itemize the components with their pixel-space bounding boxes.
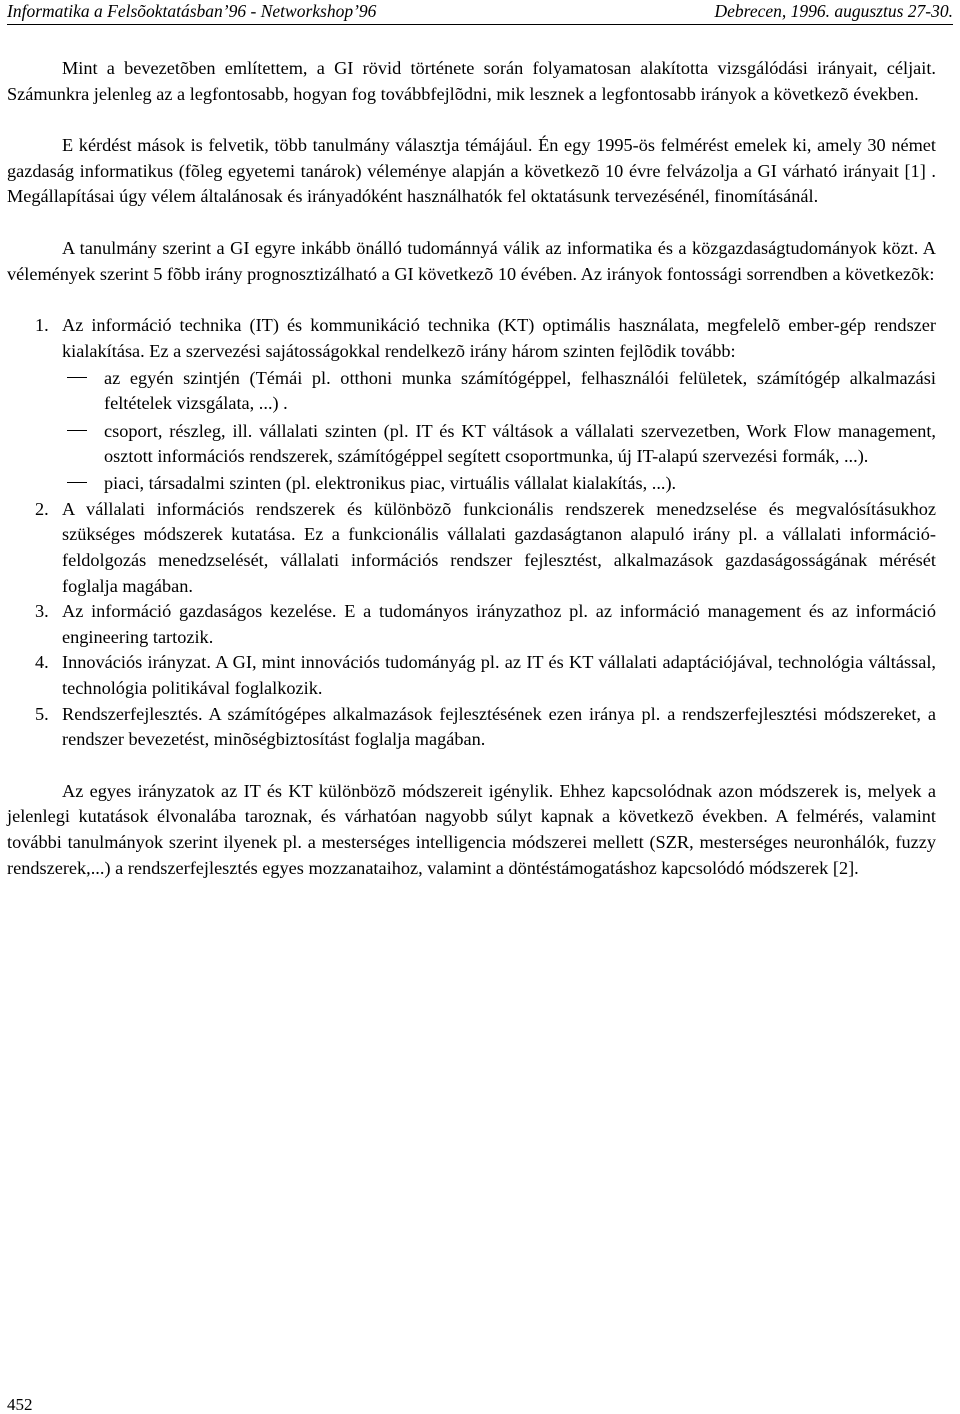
- header-conference-title: Informatika a Felsõoktatásban’96 - Networkshop’96: [7, 1, 377, 21]
- list-item-number: 4.: [35, 652, 49, 673]
- sub-list-item-text: csoport, részleg, ill. vállalati szinten (pl. IT és KT váltások a vállalati szervezetben, Work Flow management, osztott információs rendszerek, számítógéppel segített csoportmunka, új IT-alapú szervezési formák, ...).: [104, 420, 936, 467]
- list-item: [7, 497, 936, 599]
- list-item-text: Innovációs irányzat. A GI, mint innovációs tudományág pl. az IT és KT vállalati adaptációjával, technológia váltással, technológia politikával foglalkozik.: [62, 652, 936, 698]
- dash-bullet-icon: [67, 430, 87, 431]
- page-number: 452: [7, 1395, 33, 1414]
- sub-list-item: [62, 471, 936, 497]
- list-item-number: 3.: [35, 601, 49, 622]
- list-item: [7, 650, 936, 701]
- paragraph-survey: E kérdést mások is felvetik, több tanulmány választja témájául. Én egy 1995-ös felmérést emelek ki, amely 30 német gazdaság informatikus (fõleg egyetemi tanárok) véleménye alapján a következõ 10 évre felvázolja a GI várható irányait [1] . Megállapításai úgy vélem általánosak és irányadóként használhatók fel oktatásunk tervezésénél, finomításánál.: [7, 135, 936, 207]
- paragraph-directions: A tanulmány szerint a GI egyre inkább önálló tudománnyá válik az informatika és a közgazdaságtudományok közt. A vélemények szerint 5 fõbb irány prognosztizálható a GI következõ 10 évében. Az irányok fontossági sorrendben a következõk:: [7, 237, 936, 284]
- sub-list-item-text: az egyén szintjén (Témái pl. otthoni munka számítógéppel, felhasználói felületek, számítógép alkalmazási feltételek vizsgálata, ...) .: [104, 367, 936, 414]
- list-item-text: Az információ gazdaságos kezelése. E a tudományos irányzathoz pl. az információ management és az információ engineering tartozik.: [62, 601, 936, 647]
- dash-bullet-icon: [67, 482, 87, 483]
- list-item: [7, 599, 936, 650]
- header-place-date: Debrecen, 1996. augusztus 27-30.: [714, 1, 953, 21]
- paragraph-intro: Mint a bevezetõben említettem, a GI rövid története során folyamatosan alakította vizsgálódási irányait, céljait. Számunkra jelenleg az a legfontosabb, hogyan fog továbbfejlõdni, mik lesznek a legfontosabb irányok a következõ években.: [7, 58, 936, 104]
- list-item: [7, 702, 936, 753]
- dash-bullet-icon: [67, 377, 87, 378]
- list-item-number: 5.: [35, 703, 49, 724]
- list-item-text: A vállalati információs rendszerek és különbözõ funkcionális rendszerek menedzselése és megvalósításukhoz szükséges módszerek kutatása. Ez a funkcionális vállalati gazdaságtanon alapuló irány pl. a vállalati információ-feldolgozás menedzselését, vállalati információs rendszer fejlesztést, alkalmazások gazdaságosságának mérését foglalja magában.: [62, 498, 936, 596]
- paragraph-methods: Az egyes irányzatok az IT és KT különbözõ módszereit igénylik. Ehhez kapcsolódnak azon módszerek is, melyek a jelenlegi kutatások élvonalába taroznak, és várhatóan nagyobb súlyt kapnak a következõ években. A felmérés, valamint további tanulmányok szerint ilyenek pl. a mesterséges intelligencia módszerei mellett (SZR, mesterséges neuronhálók, fuzzy rendszerek,...) a rendszerfejlesztés egyes mozzanataihoz, valamint a döntéstámogatáshoz kapcsolódó módszerek [2].: [7, 780, 936, 878]
- sub-list: [62, 366, 936, 497]
- list-item-number: 2.: [35, 498, 49, 519]
- sub-list-item: [62, 419, 936, 470]
- document-body: [7, 56, 936, 881]
- sub-list-item-text: piaci, társadalmi szinten (pl. elektronikus piac, virtuális vállalat kialakítás, ...).: [104, 473, 677, 494]
- list-item: [7, 313, 936, 497]
- list-item-text: Rendszerfejlesztés. A számítógépes alkalmazások fejlesztésének ezen iránya pl. a rendszerfejlesztési módszereket, a rendszer bevezetést, minõségbiztosítást foglalja magában.: [62, 703, 936, 750]
- sub-list-item: [62, 366, 936, 417]
- list-item-text: Az információ technika (IT) és kommunikáció technika (KT) optimális használata, megfelelõ ember-gép rendszer kialakítása. Ez a szervezési sajátosságokkal rendelkezõ irány három szinten fejlõdik tovább:: [62, 315, 936, 361]
- directions-list: [7, 313, 936, 753]
- list-item-number: 1.: [35, 315, 49, 336]
- page-header: [7, 0, 953, 25]
